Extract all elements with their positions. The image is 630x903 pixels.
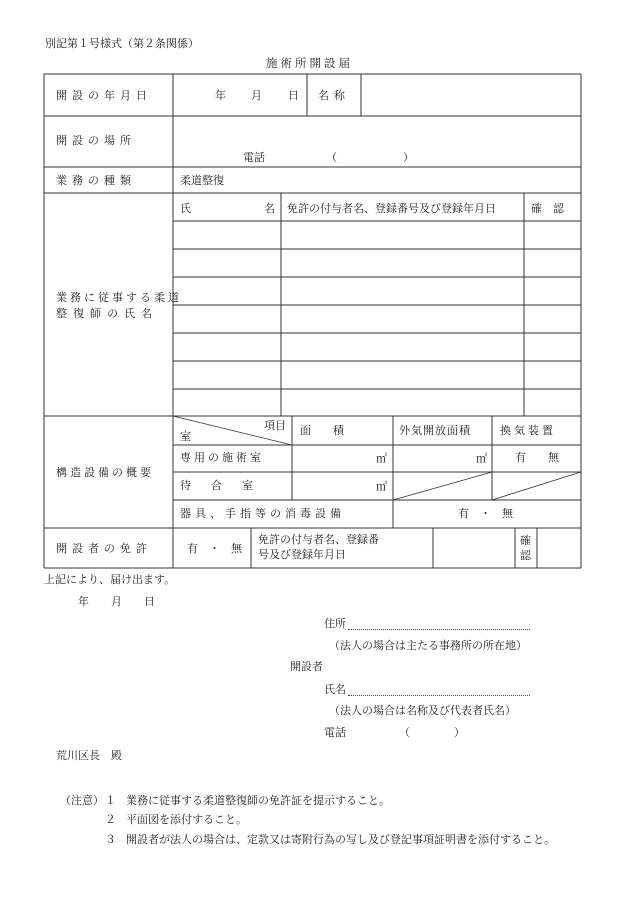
business-type-label: 業務の種類 (56, 174, 136, 187)
phone-label-footer: 電話 (324, 726, 346, 739)
col-name-left: 氏 (180, 202, 191, 215)
applicant-label: 開設者 (290, 660, 323, 673)
license-yes-no: 有 ・ 無 (187, 542, 242, 555)
col-vent: 換気装置 (500, 424, 556, 437)
room-1-outdoor-unit: ㎡ (476, 452, 487, 465)
date-month: 月 (251, 89, 262, 102)
diag-room-label: 室 (180, 430, 191, 443)
room-1-vent: 有 無 (515, 451, 559, 464)
addressee: 荒川区長 殿 (56, 749, 122, 762)
practitioner-label-2: 整復師の氏名 (56, 307, 158, 320)
col-area: 面 積 (300, 424, 344, 437)
date-line: 年 月 日 (78, 595, 155, 608)
phone-paren: （ ） (326, 151, 414, 164)
room-1-area-unit: ㎡ (376, 452, 387, 465)
confirm-v1: 確 (520, 534, 531, 547)
notes-prefix: （注意） (60, 794, 104, 807)
address-dotted-line (348, 629, 530, 630)
license-detail-2: 号及び登録年月日 (258, 548, 346, 561)
practitioner-label: 業務に従事する柔道 (56, 291, 182, 304)
note-2-num: ２ (105, 813, 116, 826)
page-title: 施術所開設届 (266, 56, 353, 70)
form-id: 別記第１号様式（第２条関係） (45, 37, 199, 50)
license-detail-1: 免許の付与者名、登録番 (258, 533, 379, 546)
date-day: 日 (288, 89, 299, 102)
room-2-label: 待合室 (180, 479, 273, 492)
confirm-v2: 認 (520, 549, 531, 562)
license-label: 開設者の免許 (56, 542, 152, 555)
open-date-label: 開設の年月日 (56, 89, 152, 102)
name-note: （法人の場合は名称及び代表者氏名） (329, 704, 516, 717)
name-label-footer: 氏名 (324, 683, 346, 696)
room-2-area-unit: ㎡ (376, 480, 387, 493)
disinfect-label: 器具、手指等の消毒設備 (180, 507, 345, 520)
date-year: 年 (215, 89, 226, 102)
note-2-text: 平面図を添付すること。 (126, 813, 247, 826)
structure-label: 構造設備の概要 (56, 466, 154, 479)
address-label: 住所 (324, 617, 346, 630)
col-confirm-header: 確 認 (531, 202, 564, 215)
diag-item-label: 項目 (264, 419, 286, 432)
phone-paren-footer: （ ） (399, 726, 465, 739)
address-note: （法人の場合は主たる事務所の所在地） (329, 639, 527, 652)
disinfect-value: 有 ・ 無 (458, 507, 513, 520)
col-outdoor: 外気開放面積 (399, 424, 471, 437)
note-3-num: ３ (105, 833, 116, 846)
statement: 上記により、届け出ます。 (44, 573, 176, 586)
phone-label: 電話 (243, 151, 265, 164)
note-3-text: 開設者が法人の場合は、定款又は寄附行為の写し及び登記事項証明書を添付すること。 (126, 833, 555, 846)
note-1-num: １ (105, 794, 116, 807)
note-1-text: 業務に従事する柔道整復師の免許証を提示すること。 (126, 794, 390, 807)
business-type-value: 柔道整復 (180, 174, 224, 187)
name-label: 名称 (318, 89, 350, 102)
name-dotted-line (348, 695, 530, 696)
location-label: 開設の場所 (56, 134, 136, 147)
col-name-right: 名 (264, 202, 275, 215)
room-1-label: 専用の施術室 (180, 451, 264, 464)
col-license-header: 免許の付与者名、登録番号及び登録年月日 (287, 202, 496, 215)
